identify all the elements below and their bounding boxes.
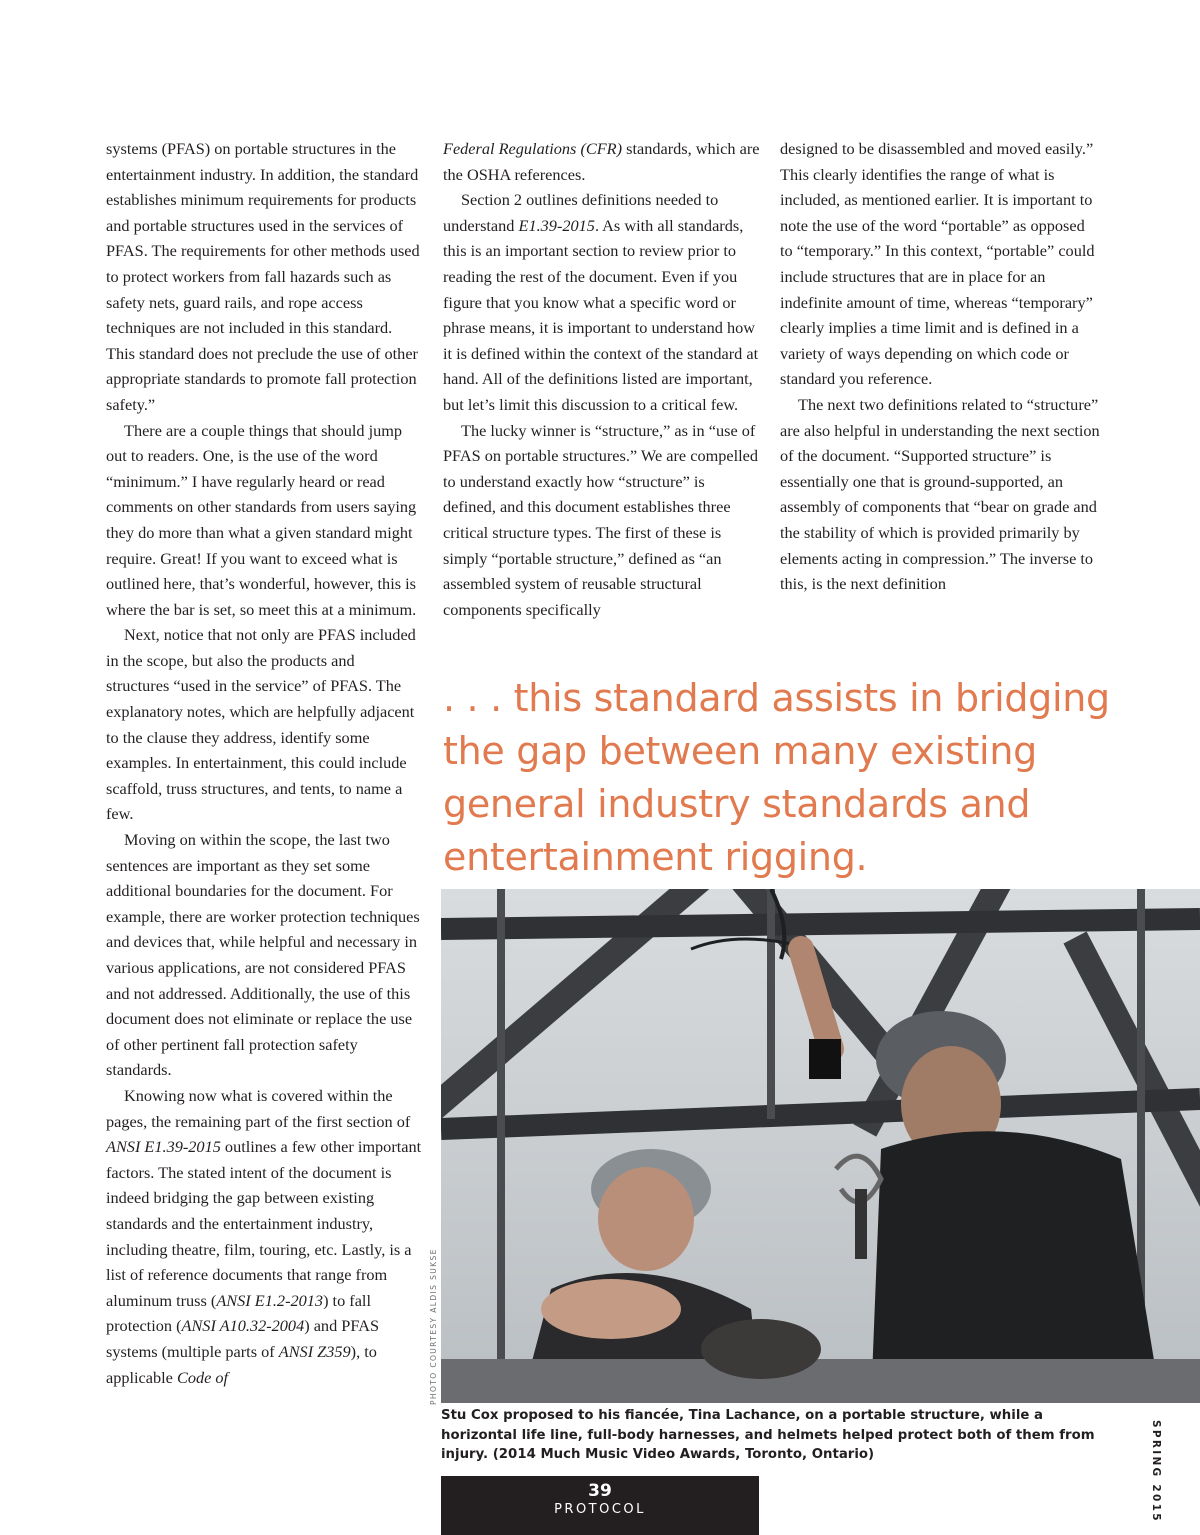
standard-reference: ANSI Z359 — [278, 1341, 351, 1361]
article-column-1 — [106, 136, 422, 1390]
paragraph: Moving on within the scope, the last two sentences are important as they set some additional boundaries for the document. For example, there are worker protection techniques and devices that, while helpful and necessary in various applications, are not considered PFAS and not addressed. Additionally, the use of this document does not eliminate or replace the use of other pertinent fall protection safety standards. — [106, 830, 420, 1080]
standard-reference: Federal Regulations (CFR) — [443, 139, 623, 158]
page-folio — [441, 1476, 759, 1535]
standard-reference: Code of — [176, 1367, 229, 1387]
magazine-name: PROTOCOL — [554, 1502, 646, 1517]
article-column-2 — [443, 136, 761, 622]
paragraph: The next two definitions related to “structure” are also helpful in understanding the next section of the document. “Supported structure” is essentially one that is ground-supported, an assembly of components that “bear on grade and the stability of which is provided primarily by elements acting in compression.” The inverse to this, is the next definition — [780, 394, 1100, 594]
photo-credit-text: PHOTO COURTESY ALDIS SUKSE — [429, 1248, 438, 1405]
issue-text: SPRING 2015 — [1150, 1420, 1162, 1523]
photo-illustration — [441, 889, 1200, 1403]
text-run: outlines a few other important factors. The stated intent of the document is indeed bridging the gap between existing standards and the entertainment industry, including theatre, film, touring, etc. Lastly, is a list of reference documents that range from aluminum truss ( — [106, 1137, 422, 1310]
paragraph: The lucky winner is “structure,” as in “use of PFAS on portable structures.” We are compelled to understand exactly how “structure” is defined, and this document establishes three critical structure types. The first of these is simply “portable structure,” defined as “an assembled system of reusable structural components specifically — [443, 420, 759, 619]
text-run: ), to applicable — [106, 1341, 377, 1387]
text-run: Knowing now what is covered within the pages, the remaining part of the first section of — [106, 1085, 411, 1131]
text-run: Section 2 outlines definitions needed to understand — [443, 190, 719, 235]
text-run: . As with all standards, this is an important section to review prior to reading the rest of the document. Even if you figure that you know what a specific word or phrase means, it is important to understand how it is defined within the context of the standard at hand. All of the definitions listed are important, but let’s limit this discussion to a critical few. — [443, 215, 759, 414]
text-run: ) to fall protection ( — [106, 1290, 371, 1336]
standard-reference: E1.39-2015 — [518, 215, 595, 235]
text-run: standards, which are the OSHA references. — [443, 139, 760, 184]
paragraph — [106, 1083, 422, 1390]
pull-quote: . . . this standard assists in bridging the gap between many existing general industry standards and entertainment rigging. — [443, 676, 1110, 879]
issue-label — [1150, 1420, 1164, 1530]
paragraph — [443, 187, 761, 417]
article-photo — [441, 889, 1200, 1403]
paragraph — [443, 136, 761, 187]
photo-caption: Stu Cox proposed to his fiancée, Tina Lachance, on a portable structure, while a horizontal life line, full-body harnesses, and helmets helped protect both of them from injury. (2014 Much Music Video Awards, Toronto, Ontario) — [441, 1408, 1095, 1462]
paragraph: Next, notice that not only are PFAS included in the scope, but also the products and structures “used in the service” of PFAS. The explanatory notes, which are helpfully adjacent to the clause they address, identify some examples. In entertainment, this could include scaffold, truss structures, and tents, to name a few. — [106, 625, 416, 824]
article-column-3 — [780, 136, 1100, 597]
photo-credit — [428, 1248, 440, 1405]
paragraph: designed to be disassembled and moved easily.” This clearly identifies the range of what is included, as mentioned earlier. It is important to note the use of the word “portable” as opposed to “temporary.” In this context, “portable” could include structures that are in place for an indefinite amount of time, whereas “temporary” clearly implies a time limit and is defined in a variety of ways depending on which code or standard you reference. — [780, 139, 1095, 389]
standard-reference: ANSI E1.39-2015 — [106, 1137, 221, 1157]
page-number: 39 — [588, 1481, 612, 1501]
standard-reference: ANSI A10.32-2004 — [181, 1316, 305, 1336]
standard-reference: ANSI E1.2-2013 — [216, 1290, 324, 1310]
paragraph: There are a couple things that should jump out to readers. One, is the use of the word “minimum.” I have regularly heard or read comments on other standards from users saying they do more than what a given standard might require. Great! If you want to exceed what is outlined here, that’s wonderful, however, this is where the bar is set, so meet this at a minimum. — [106, 420, 417, 619]
text-run: ) and PFAS systems (multiple parts of — [106, 1316, 380, 1361]
paragraph: systems (PFAS) on portable structures in the entertainment industry. In addition, the standard establishes minimum requirements for products and portable structures used in the services of PFAS. The requirements for other methods used to protect workers from fall hazards such as safety nets, guard rails, and rope access techniques are not included in this standard. This standard does not preclude the use of other appropriate standards to promote fall protection safety.” — [106, 139, 420, 414]
